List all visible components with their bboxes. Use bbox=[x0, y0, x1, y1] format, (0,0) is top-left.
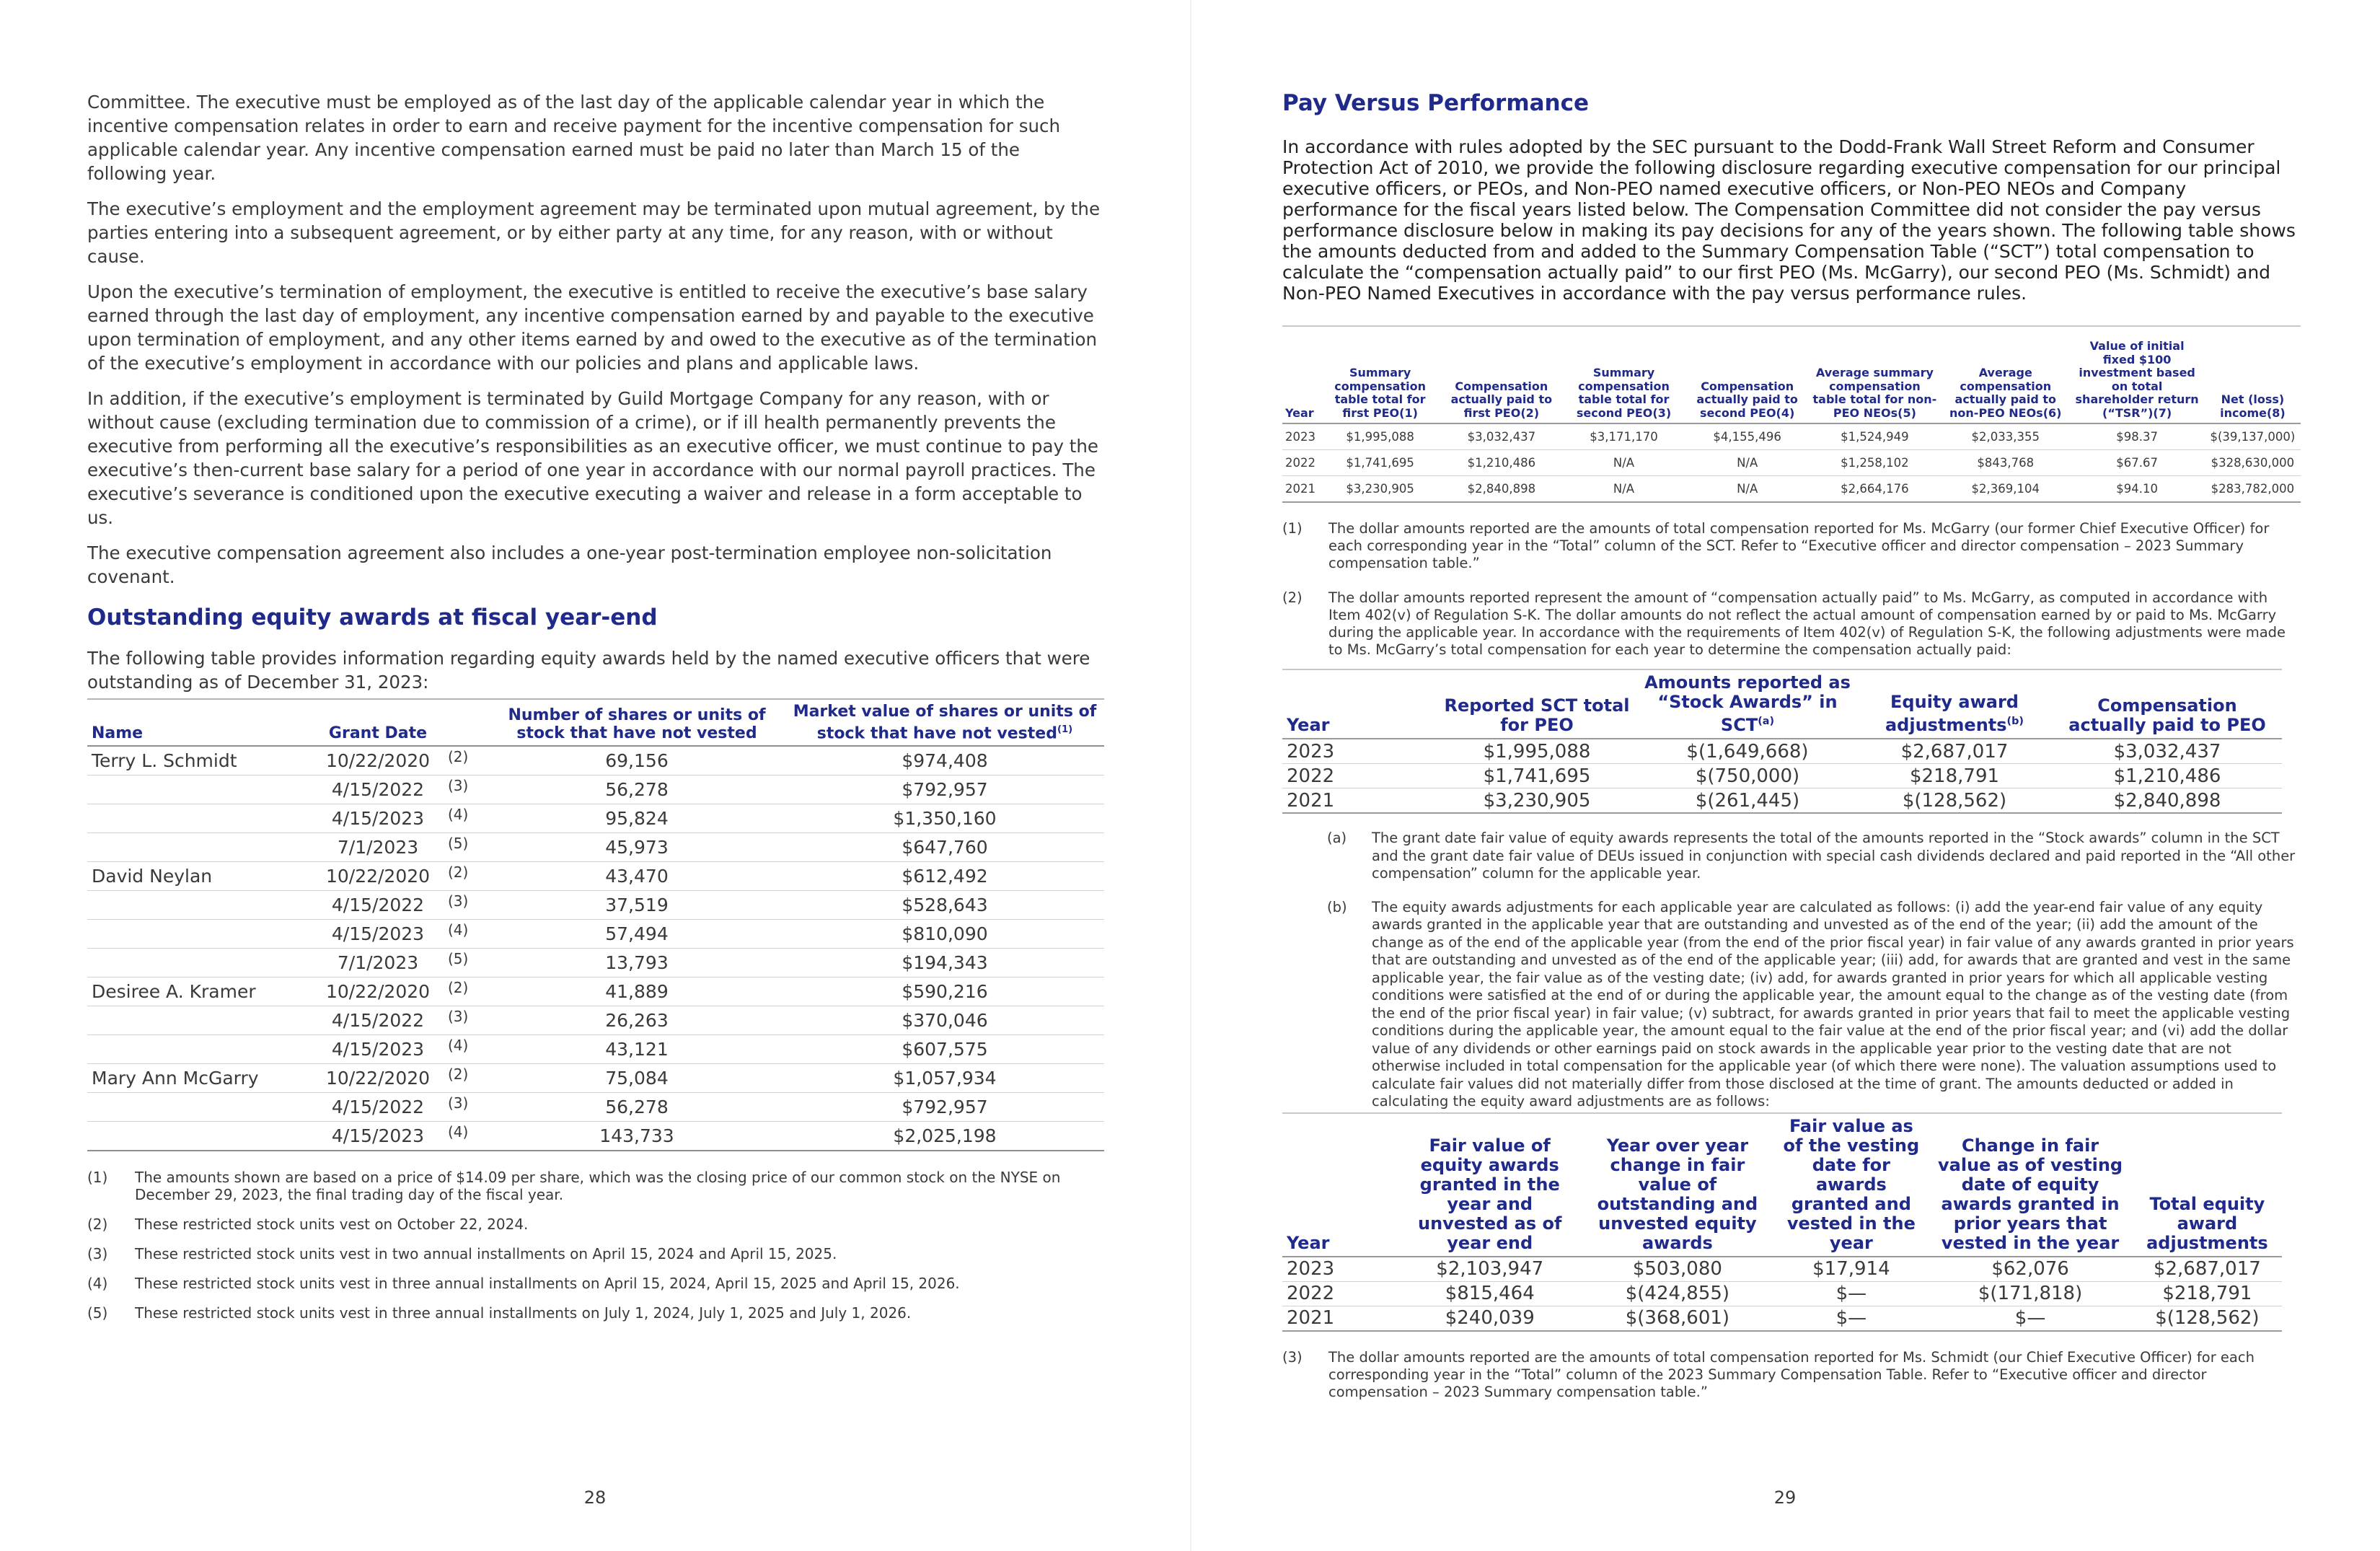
cell-grant-date: 4/15/2023 bbox=[312, 804, 444, 833]
cell-market-value: $792,957 bbox=[785, 776, 1104, 804]
table-row bbox=[87, 891, 1104, 920]
footnote bbox=[87, 1245, 1104, 1262]
cell-year: 2021 bbox=[1282, 1306, 1399, 1331]
table-cell: $— bbox=[1774, 1281, 1928, 1306]
cell-name bbox=[87, 891, 312, 920]
footnote-text: The grant date fair value of equity awards represents the total of the amounts reported in the “Stock awards” column in the SCT and the grant date fair value of DEUs issued in conjunction with special cash dividends declared and paid reported in the “All other compensation” column for the applicable year. bbox=[1372, 830, 2296, 882]
table-cell: $2,033,355 bbox=[1942, 423, 2069, 450]
cell-shares: 69,156 bbox=[488, 746, 785, 776]
col-year: Year bbox=[1282, 669, 1435, 739]
table-cell: $1,995,088 bbox=[1318, 423, 1442, 450]
footnote-marker: (a) bbox=[1758, 716, 1775, 727]
cell-grant-date: 4/15/2022 bbox=[312, 1006, 444, 1035]
cell-grant-date: 4/15/2023 bbox=[312, 1122, 444, 1151]
left-column bbox=[87, 90, 1104, 1334]
cell-shares: 57,494 bbox=[488, 920, 785, 949]
table-row bbox=[87, 920, 1104, 949]
cell-name bbox=[87, 920, 312, 949]
table-cell: $— bbox=[1928, 1306, 2132, 1331]
footnote-text: These restricted stock units vest in two annual installments on April 15, 2024 and April 15, 2025. bbox=[135, 1245, 837, 1263]
table-cell: $3,230,905 bbox=[1435, 788, 1639, 814]
table-header-row bbox=[1282, 1113, 2282, 1257]
table-row bbox=[1282, 1306, 2282, 1331]
table-row bbox=[87, 1006, 1104, 1035]
paragraph: Committee. The executive must be employed as of the last day of the applicable calendar year in which the incentive compensation relates in order to earn and receive payment for the incentive compensation for such applicable calendar year. Any incentive compensation earned must be paid no later than March 15 of the following year. bbox=[87, 92, 1060, 184]
table-cell: $1,524,949 bbox=[1808, 423, 1942, 450]
cell-shares: 143,733 bbox=[488, 1122, 785, 1151]
col-stock-awards-label: Amounts reported as “Stock Awards” in SCT bbox=[1644, 672, 1851, 735]
cell-year: 2022 bbox=[1282, 450, 1318, 476]
footnote bbox=[87, 1304, 1104, 1322]
cell-year: 2023 bbox=[1282, 1257, 1399, 1282]
section-heading: Pay Versus Performance bbox=[1282, 90, 1590, 116]
col-shares: Number of shares or units of stock that have not vested bbox=[488, 699, 785, 746]
col-name: Name bbox=[87, 699, 312, 746]
table-cell: $98.37 bbox=[2069, 423, 2204, 450]
table-header-row bbox=[1282, 326, 2301, 423]
cell-grant-date: 4/15/2023 bbox=[312, 920, 444, 949]
cell-grant-date: 10/22/2020 bbox=[312, 862, 444, 891]
table-row bbox=[87, 833, 1104, 862]
table-cell: N/A bbox=[1561, 476, 1686, 503]
table-row bbox=[1282, 739, 2282, 764]
footnote-text: The equity awards adjustments for each applicable year are calculated as follows: (i) add the year-end fair value of any equity awards granted in the applicable year that are outstanding and unvested as of the end of the year; (ii) add the amount of the change as of the end of the applicable year (from the end of the prior fiscal year) in fair value of any awards granted in prior years that are outstanding and unvested as of the end of the applicable year; (iii) add, for awards that are granted and vest in the same applicable year, the fair value as of the vesting date; (iv) add, for awards granted in prior years for which all applicable vesting conditions were satisfied at the end of or during the applicable year, the amount equal to the change as of the vesting date (from the end of the prior fiscal year) in fair value; (v) subtract, for awards granted in prior years that fail to meet the applicable vesting conditions during the applicable year, the amount equal to the fair value at the end of the prior fiscal year; and (vi) add the dollar value of any dividends or other earnings paid on stock awards in the applicable year prior to the vesting date that are not otherwise included in total compensation for the applicable year (of which there were none). The valuation assumptions used to calculate fair values did not materially differ from those disclosed at the time of grant. The amounts deducted or added in calculating the equity award adjustments are as follows: bbox=[1372, 898, 2294, 1110]
cell-market-value: $590,216 bbox=[785, 977, 1104, 1006]
table-cell: $815,464 bbox=[1399, 1281, 1580, 1306]
pvp-col-header: Average compensation actually paid to non-PEO NEOs(6) bbox=[1942, 326, 2069, 423]
pvp-col-header: Average summary compensation table total for non-PEO NEOs(5) bbox=[1808, 326, 1942, 423]
cell-shares: 75,084 bbox=[488, 1064, 785, 1093]
cell-shares: 95,824 bbox=[488, 804, 785, 833]
cell-year: 2022 bbox=[1282, 1281, 1399, 1306]
footnotes bbox=[87, 1169, 1104, 1322]
paragraph: The executive compensation agreement also includes a one-year post-termination employee non-solicitation covenant. bbox=[87, 542, 1052, 587]
footnote-text: These restricted stock units vest on October 22, 2024. bbox=[135, 1216, 529, 1234]
table-cell: $3,032,437 bbox=[2053, 739, 2282, 764]
cell-shares: 56,278 bbox=[488, 1093, 785, 1122]
cap-table bbox=[1282, 669, 2282, 814]
cell-footnote: (3) bbox=[444, 776, 488, 804]
cell-footnote: (5) bbox=[444, 949, 488, 977]
cell-market-value: $612,492 bbox=[785, 862, 1104, 891]
cell-footnote: (5) bbox=[444, 833, 488, 862]
cell-footnote: (2) bbox=[444, 746, 488, 776]
cell-shares: 45,973 bbox=[488, 833, 785, 862]
table-row bbox=[87, 949, 1104, 977]
table-row bbox=[1282, 476, 2301, 503]
table-row bbox=[1282, 764, 2282, 788]
cell-grant-date: 4/15/2022 bbox=[312, 776, 444, 804]
footnote-marker: (1) bbox=[1057, 724, 1073, 735]
footnote-number: (2) bbox=[1282, 589, 1303, 606]
table-row bbox=[1282, 1257, 2282, 1282]
cell-market-value: $792,957 bbox=[785, 1093, 1104, 1122]
cell-footnote: (3) bbox=[444, 891, 488, 920]
pvp-col-header: Compensation actually paid to first PEO(2) bbox=[1442, 326, 1561, 423]
table-intro: The following table provides information regarding equity awards held by the named executive officers that were outstanding as of December 31, 2023: bbox=[87, 648, 1090, 693]
equity-adjustments-table bbox=[1282, 1112, 2282, 1332]
table-cell: $17,914 bbox=[1774, 1257, 1928, 1282]
pvp-col-header: Value of initial fixed $100 investment based on total shareholder return (“TSR”)(7) bbox=[2069, 326, 2204, 423]
table-cell: $2,369,104 bbox=[1942, 476, 2069, 503]
footnote bbox=[1327, 830, 2301, 883]
cell-year: 2023 bbox=[1282, 739, 1435, 764]
page-number: 28 bbox=[583, 1488, 607, 1508]
cell-shares: 43,121 bbox=[488, 1035, 785, 1064]
table-row bbox=[1282, 1281, 2282, 1306]
footnote-number: (4) bbox=[87, 1275, 108, 1293]
right-column bbox=[1282, 90, 2301, 1401]
col-stock-awards bbox=[1639, 669, 1856, 739]
footnote-number: (2) bbox=[87, 1216, 108, 1234]
equity-awards-table bbox=[87, 698, 1104, 1151]
cell-market-value: $528,643 bbox=[785, 891, 1104, 920]
table-cell: $1,741,695 bbox=[1435, 764, 1639, 788]
col-equity-adjustments bbox=[1856, 669, 2053, 739]
cell-shares: 37,519 bbox=[488, 891, 785, 920]
table-row bbox=[87, 1064, 1104, 1093]
footnote-number: (3) bbox=[1282, 1348, 1303, 1366]
cell-market-value: $607,575 bbox=[785, 1035, 1104, 1064]
table-cell: $(424,855) bbox=[1580, 1281, 1774, 1306]
table-row bbox=[87, 804, 1104, 833]
cell-footnote: (4) bbox=[444, 1122, 488, 1151]
cell-year: 2023 bbox=[1282, 423, 1318, 450]
table-cell: $218,791 bbox=[1856, 764, 2053, 788]
cell-name bbox=[87, 833, 312, 862]
footnote bbox=[87, 1275, 1104, 1292]
table-cell: N/A bbox=[1687, 476, 1808, 503]
cell-shares: 41,889 bbox=[488, 977, 785, 1006]
cell-footnote: (3) bbox=[444, 1006, 488, 1035]
cell-grant-date: 10/22/2020 bbox=[312, 746, 444, 776]
col-grant-date: Grant Date bbox=[312, 699, 444, 746]
footnote-text: The amounts shown are based on a price of $14.09 per share, which was the closing price of our common stock on the NYSE on December 29, 2023, the final trading day of the fiscal year. bbox=[135, 1169, 1061, 1204]
footnote-number: (5) bbox=[87, 1304, 108, 1322]
page-number: 29 bbox=[1773, 1488, 1797, 1508]
table-cell: $3,032,437 bbox=[1442, 423, 1561, 450]
footnote bbox=[1327, 899, 2301, 1111]
table-cell: $(171,818) bbox=[1928, 1281, 2132, 1306]
footnote-text: The dollar amounts reported represent the amount of “compensation actually paid” to Ms. McGarry, as computed in accordance with Item 402(v) of Regulation S-K. The dollar amounts do not reflect the actual amount of compensation earned by or paid to Ms. McGarry during the applicable year. In accordance with the requirements of Item 402(v) of Regulation S-K, the following adjustments were made to Ms. McGarry’s total compensation for each year to determine the compensation actually paid: bbox=[1328, 589, 2286, 658]
footnote-number: (1) bbox=[87, 1169, 108, 1187]
cell-market-value: $194,343 bbox=[785, 949, 1104, 977]
cell-shares: 56,278 bbox=[488, 776, 785, 804]
cell-market-value: $974,408 bbox=[785, 746, 1104, 776]
cell-footnote: (2) bbox=[444, 977, 488, 1006]
table-row bbox=[87, 746, 1104, 776]
cell-footnote: (3) bbox=[444, 1093, 488, 1122]
cell-market-value: $2,025,198 bbox=[785, 1122, 1104, 1151]
footnote-marker: (b) bbox=[2006, 716, 2024, 727]
table-cell: $67.67 bbox=[2069, 450, 2204, 476]
table-cell: $240,039 bbox=[1399, 1306, 1580, 1331]
table-cell: $4,155,496 bbox=[1687, 423, 1808, 450]
pvp-col-header: Net (loss) income(8) bbox=[2205, 326, 2301, 423]
table-cell: $(261,445) bbox=[1639, 788, 1856, 814]
table-cell: $(368,601) bbox=[1580, 1306, 1774, 1331]
table-cell: $2,687,017 bbox=[2133, 1257, 2282, 1282]
table-cell: $(128,562) bbox=[1856, 788, 2053, 814]
footnote bbox=[87, 1216, 1104, 1233]
cell-footnote: (4) bbox=[444, 920, 488, 949]
footnote bbox=[87, 1169, 1104, 1203]
cell-year: 2021 bbox=[1282, 788, 1435, 814]
adj-col-header: Year over year change in fair value of outstanding and unvested equity awards bbox=[1580, 1113, 1774, 1257]
table-row bbox=[87, 1035, 1104, 1064]
cell-name bbox=[87, 1035, 312, 1064]
pvp-col-header: Summary compensation table total for first PEO(1) bbox=[1318, 326, 1442, 423]
paragraph: In addition, if the executive’s employment is terminated by Guild Mortgage Company for any reason, with or without cause (excluding termination due to commission of a crime), or if ill health permanently prevents the executive from performing all the executive’s responsibilities as an executive officer, we must continue to pay the executive’s then-current base salary for a period of one year in accordance with our normal payroll practices. The executive’s severance is conditioned upon the executive executing a waiver and release in a form acceptable to us. bbox=[87, 388, 1098, 528]
adj-col-header: Year bbox=[1282, 1113, 1399, 1257]
table-cell: $1,210,486 bbox=[2053, 764, 2282, 788]
right-page bbox=[1190, 0, 2380, 1551]
pvp-intro: In accordance with rules adopted by the SEC pursuant to the Dodd-Frank Wall Street Reform and Consumer Protection Act of 2010, we provide the following disclosure regarding executive compensation for our principal executive officers, or PEOs, and Non-PEO named executive officers, or Non-PEO NEOs and Company performance for the fiscal years listed below. The Compensation Committee did not consider the pay versus performance disclosure below in making its pay decisions for any of the years shown. The following table shows the amounts deducted from and added to the Summary Compensation Table (“SCT”) total compensation to calculate the “compensation actually paid” to our first PEO (Ms. McGarry), our second PEO (Ms. Schmidt) and Non-PEO Named Executives in accordance with the pay versus performance rules. bbox=[1282, 136, 2296, 304]
footnote bbox=[1282, 1349, 2301, 1401]
footnote-text: These restricted stock units vest in three annual installments on April 15, 2024, April 15, 2025 and April 15, 2026. bbox=[135, 1275, 960, 1293]
cell-footnote: (4) bbox=[444, 1035, 488, 1064]
cell-name bbox=[87, 949, 312, 977]
col-cap: Compensation actually paid to PEO bbox=[2053, 669, 2282, 739]
cell-shares: 43,470 bbox=[488, 862, 785, 891]
table-cell: $2,840,898 bbox=[2053, 788, 2282, 814]
pvp-col-header: Compensation actually paid to second PEO(4) bbox=[1687, 326, 1808, 423]
cell-name: Mary Ann McGarry bbox=[87, 1064, 312, 1093]
table-cell: $328,630,000 bbox=[2205, 450, 2301, 476]
footnote-text: The dollar amounts reported are the amounts of total compensation reported for Ms. Schmidt (our Chief Executive Officer) for each corresponding year in the “Total” column of the 2023 Summary Compensation Table. Refer to “Executive officer and director compensation – 2023 Summary compensation table.” bbox=[1328, 1348, 2255, 1400]
pay-versus-performance-table bbox=[1282, 325, 2301, 503]
table-cell: $283,782,000 bbox=[2205, 476, 2301, 503]
cell-footnote: (2) bbox=[444, 1064, 488, 1093]
table-cell: $1,995,088 bbox=[1435, 739, 1639, 764]
table-cell: $2,103,947 bbox=[1399, 1257, 1580, 1282]
table-cell: $503,080 bbox=[1580, 1257, 1774, 1282]
col-footnote bbox=[444, 699, 488, 746]
cell-shares: 26,263 bbox=[488, 1006, 785, 1035]
cell-market-value: $1,350,160 bbox=[785, 804, 1104, 833]
adj-col-header: Fair value of equity awards granted in the year and unvested as of year end bbox=[1399, 1113, 1580, 1257]
cell-shares: 13,793 bbox=[488, 949, 785, 977]
cell-market-value: $370,046 bbox=[785, 1006, 1104, 1035]
cell-grant-date: 7/1/2023 bbox=[312, 949, 444, 977]
section-heading: Outstanding equity awards at fiscal year-end bbox=[87, 605, 658, 630]
table-cell: $(1,649,668) bbox=[1639, 739, 1856, 764]
cell-market-value: $647,760 bbox=[785, 833, 1104, 862]
table-cell: $(39,137,000) bbox=[2205, 423, 2301, 450]
footnote-number: (1) bbox=[1282, 520, 1303, 537]
table-cell: $1,210,486 bbox=[1442, 450, 1561, 476]
table-cell: $(750,000) bbox=[1639, 764, 1856, 788]
cell-name bbox=[87, 1093, 312, 1122]
table-cell: $— bbox=[1774, 1306, 1928, 1331]
cell-name bbox=[87, 1006, 312, 1035]
cell-name: Desiree A. Kramer bbox=[87, 977, 312, 1006]
table-cell: $94.10 bbox=[2069, 476, 2204, 503]
col-reported-sct: Reported SCT total for PEO bbox=[1435, 669, 1639, 739]
table-row bbox=[1282, 450, 2301, 476]
adj-col-header: Total equity award adjustments bbox=[2133, 1113, 2282, 1257]
table-cell: $3,230,905 bbox=[1318, 476, 1442, 503]
table-cell: $62,076 bbox=[1928, 1257, 2132, 1282]
paragraph: Upon the executive’s termination of employment, the executive is entitled to receive the executive’s base salary earned through the last day of employment, any incentive compensation earned by and payable to the executive upon termination of employment, and any other items earned by and owed to the executive as of the termination of the executive’s employment in accordance with our policies and plans and applicable laws. bbox=[87, 281, 1098, 374]
cell-market-value: $810,090 bbox=[785, 920, 1104, 949]
table-cell: $843,768 bbox=[1942, 450, 2069, 476]
pvp-col-header: Year bbox=[1282, 326, 1318, 423]
table-row bbox=[87, 977, 1104, 1006]
table-cell: $2,840,898 bbox=[1442, 476, 1561, 503]
cell-name: Terry L. Schmidt bbox=[87, 746, 312, 776]
footnote-text: The dollar amounts reported are the amounts of total compensation reported for Ms. McGarry (our former Chief Executive Officer) for each corresponding year in the “Total” column of the SCT. Refer to “Executive officer and director compensation – 2023 Summary compensation table.” bbox=[1328, 520, 2270, 571]
table-row bbox=[1282, 423, 2301, 450]
col-equity-adjustments-label: Equity award adjustments bbox=[1885, 692, 2019, 735]
cell-market-value: $1,057,934 bbox=[785, 1064, 1104, 1093]
table-cell: $2,687,017 bbox=[1856, 739, 2053, 764]
footnote-letter: (a) bbox=[1327, 830, 1347, 846]
cell-year: 2022 bbox=[1282, 764, 1435, 788]
table-cell: $1,741,695 bbox=[1318, 450, 1442, 476]
table-cell: $1,258,102 bbox=[1808, 450, 1942, 476]
cell-name bbox=[87, 1122, 312, 1151]
cell-grant-date: 7/1/2023 bbox=[312, 833, 444, 862]
footnote bbox=[1282, 589, 2301, 659]
col-market-value bbox=[785, 699, 1104, 746]
table-cell: $3,171,170 bbox=[1561, 423, 1686, 450]
table-row bbox=[87, 776, 1104, 804]
table-cell: $2,664,176 bbox=[1808, 476, 1942, 503]
cell-footnote: (4) bbox=[444, 804, 488, 833]
table-row bbox=[1282, 788, 2282, 814]
footnote-number: (3) bbox=[87, 1245, 108, 1263]
table-cell: N/A bbox=[1687, 450, 1808, 476]
footnote-letter: (b) bbox=[1327, 898, 1347, 915]
table-cell: $218,791 bbox=[2133, 1281, 2282, 1306]
paragraph: The executive’s employment and the employment agreement may be terminated upon mutual agreement, by the parties entering into a subsequent agreement, or by either party at any time, for any reason, with or without cause. bbox=[87, 198, 1101, 267]
table-row bbox=[87, 1122, 1104, 1151]
cell-year: 2021 bbox=[1282, 476, 1318, 503]
cell-name: David Neylan bbox=[87, 862, 312, 891]
pvp-col-header: Summary compensation table total for second PEO(3) bbox=[1561, 326, 1686, 423]
cell-name bbox=[87, 804, 312, 833]
cell-grant-date: 4/15/2023 bbox=[312, 1035, 444, 1064]
table-row bbox=[87, 862, 1104, 891]
table-row bbox=[87, 1093, 1104, 1122]
adj-col-header: Change in fair value as of vesting date of equity awards granted in prior years that vested in the year bbox=[1928, 1113, 2132, 1257]
cell-name bbox=[87, 776, 312, 804]
table-cell: N/A bbox=[1561, 450, 1686, 476]
cell-grant-date: 4/15/2022 bbox=[312, 1093, 444, 1122]
cell-grant-date: 10/22/2020 bbox=[312, 977, 444, 1006]
table-header-row bbox=[1282, 669, 2282, 739]
cell-footnote: (2) bbox=[444, 862, 488, 891]
table-header-row bbox=[87, 699, 1104, 746]
col-market-value-label: Market value of shares or units of stock that have not vested bbox=[793, 703, 1097, 743]
adj-col-header: Fair value as of the vesting date for awards granted and vested in the year bbox=[1774, 1113, 1928, 1257]
cell-grant-date: 10/22/2020 bbox=[312, 1064, 444, 1093]
cell-grant-date: 4/15/2022 bbox=[312, 891, 444, 920]
footnote bbox=[1282, 520, 2301, 572]
footnote-text: These restricted stock units vest in three annual installments on July 1, 2024, July 1, 2025 and July 1, 2026. bbox=[135, 1304, 912, 1322]
table-cell: $(128,562) bbox=[2133, 1306, 2282, 1331]
